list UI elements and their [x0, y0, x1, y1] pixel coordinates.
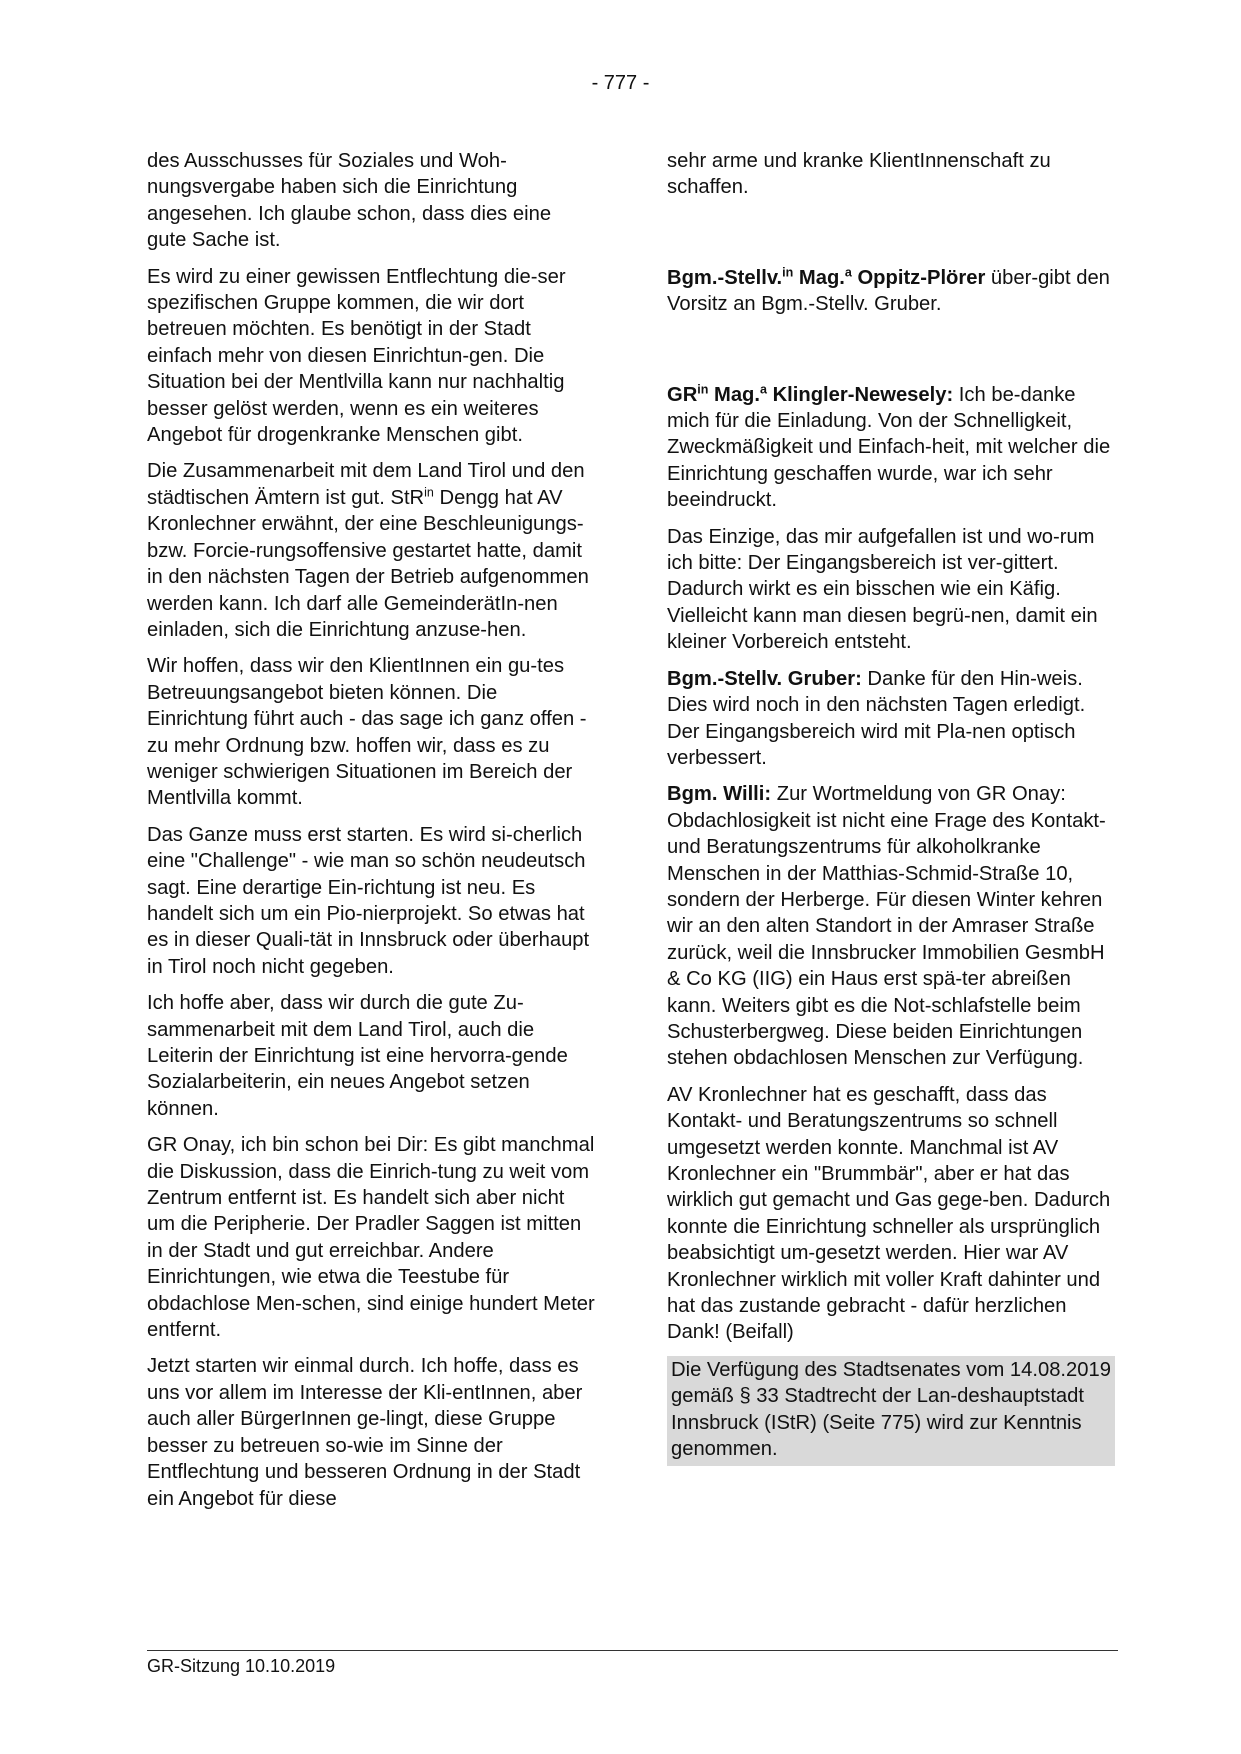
- paragraph: Es wird zu einer gewissen Entflechtung die-ser spezifischen Gruppe kommen, die wir dort betreuen möchten. Es benötigt in der Stadt einfach mehr von diesen Einrichtun-gen. Die Situation bei der Mentlvilla kann nur nachhaltig besser gelöst werden, wenn es ein weiteres Angebot für drogenkranke Menschen gibt.: [147, 265, 566, 447]
- page-number: - 777 -: [591, 72, 650, 94]
- paragraph: Wir hoffen, dass wir den KlientInnen ein gu-tes Betreuungsangebot bieten können. Die Einrichtung führt auch - das sage ich ganz offen - zu mehr Ordnung bzw. hoffen wir, dass es zu weniger schwierigen Situationen im Bereich der Mentlvilla kommt.: [147, 655, 587, 810]
- paragraph: des Ausschusses für Soziales und Woh-nungsvergabe haben sich die Einrichtung angesehen. Ich glaube schon, dass dies eine gute Sache ist.: [147, 150, 552, 252]
- paragraph: sehr arme und kranke KlientInnenschaft zu schaffen.: [667, 150, 1051, 199]
- speaker-name: Bgm.-Stellv.$^{in}$ Mag.$^a$ Oppitz-Plörer: [667, 265, 986, 289]
- speaker-name: Bgm.-Stellv. Gruber:: [667, 667, 862, 690]
- paragraph: Die Zusammenarbeit mit dem Land Tirol und den städtischen Ämtern ist gut. StR$^{in}$ Dengg hat AV Kronlechner erwähnt, der eine Beschleunigungs- bzw. Forcie-rungsoffensive gestartet hatte, damit in den nächsten Tagen der Betrieb aufgenommen werden kann. Ich darf alle GemeinderätIn-nen einladen, sich die Einrichtung anzuse-hen.: [147, 460, 589, 641]
- paragraph: Ich hoffe aber, dass wir durch die gute Zu-sammenarbeit mit dem Land Tirol, auch die Leiterin der Einrichtung ist eine hervorra-gende Sozialarbeiterin, ein neues Angebot setzen können.: [147, 992, 568, 1120]
- chair-handover-paragraph: Bgm.-Stellv.$^{in}$ Mag.$^a$ Oppitz-Plörer über-gibt den Vorsitz an Bgm.-Stellv. Gruber.: [667, 265, 1110, 316]
- speaker-name: Bgm. Willi:: [667, 783, 772, 806]
- speech-willi: Bgm. Willi: Zur Wortmeldung von GR Onay: Obdachlosigkeit ist nicht eine Frage des Kontakt- und Beratungszentrums für alkoholkranke Menschen in der Matthias-Schmid-Straße 10, sondern der Herberge. Für diesen Winter kehren wir an den alten Standort in der Amraser Straße zurück, weil die Innsbrucker Immobilien GesmbH & Co KG (IIG) ein Haus erst spä-ter abreißen kann. Weiters gibt es die Not-schlafstelle beim Schusterbergweg. Diese beiden Einrichtungen stehen obdachlosen Menschen zur Verfügung.: [667, 783, 1106, 1070]
- right-column: [667, 148, 1115, 1476]
- resolution-box: Die Verfügung des Stadtsenates vom 14.08.2019 gemäß § 33 Stadtrecht der Lan-deshauptstadt Innsbruck (IStR) (Seite 775) wird zur Kenntnis genommen.: [667, 1356, 1115, 1467]
- left-column: [147, 148, 595, 1522]
- paragraph: Jetzt starten wir einmal durch. Ich hoffe, dass es uns vor allem im Interesse der Kli-entInnen, aber auch aller BürgerInnen ge-lingt, diese Gruppe besser zu betreuen so-wie im Sinne der Entflechtung und besseren Ordnung in der Stadt ein Angebot für diese: [147, 1355, 583, 1510]
- paragraph: GR Onay, ich bin schon bei Dir: Es gibt manchmal die Diskussion, dass die Einrich-tung zu weit vom Zentrum entfernt ist. Es handelt sich aber nicht um die Peripherie. Der Pradler Saggen ist mitten in der Stadt und gut erreichbar. Andere Einrichtungen, wie etwa die Teestube für obdachlose Men-schen, sind einige hundert Meter entfernt.: [147, 1134, 595, 1342]
- paragraph: AV Kronlechner hat es geschafft, dass das Kontakt- und Beratungszentrums so schnell umgesetzt werden konnte. Manchmal ist AV Kronlechner ein "Brummbär", aber er hat das wirklich gut gemacht und Gas gege-ben. Dadurch konnte die Einrichtung schneller als ursprünglich beabsichtigt um-gesetzt werden. Hier war AV Kronlechner wirklich mit voller Kraft dahinter und hat das zustande gebracht - dafür herzlichen Dank! (Beifall): [667, 1083, 1111, 1344]
- footer-divider: [147, 1650, 1118, 1651]
- paragraph: Das Ganze muss erst starten. Es wird si-cherlich eine "Challenge" - wie man so schön neudeutsch sagt. Eine derartige Ein-richtung ist neu. Es handelt sich um ein Pio-nierprojekt. So etwas hat es in dieser Quali-tät in Innsbruck oder überhaupt in Tirol noch nicht gegeben.: [147, 823, 590, 978]
- footer-session-date: GR-Sitzung 10.10.2019: [147, 1656, 336, 1676]
- paragraph: Das Einzige, das mir aufgefallen ist und wo-rum ich bitte: Der Eingangsbereich ist ver-gittert. Dadurch wirkt es ein bisschen wie ein Käfig. Vielleicht kann man diesen begrü-nen, damit ein kleiner Vorbereich entsteht.: [667, 525, 1098, 654]
- speaker-name: $GR^{in}$ Mag.$^a$ Klingler-Newesely:: [667, 381, 954, 406]
- speech-klingler: $GR^{in}$ Mag.$^a$ Klingler-Newesely: Ich be-danke mich für die Einladung. Von der Schnelligkeit, Zweckmäßigkeit und Einfach-heit, mit welcher die Einrichtung geschaffen wurde, war ich sehr beeindruckt.: [667, 381, 1111, 512]
- speech-gruber: Bgm.-Stellv. Gruber: Danke für den Hin-weis. Dies wird noch in den nächsten Tagen erledigt. Der Eingangsbereich wird mit Pla-nen optisch verbessert.: [667, 667, 1086, 769]
